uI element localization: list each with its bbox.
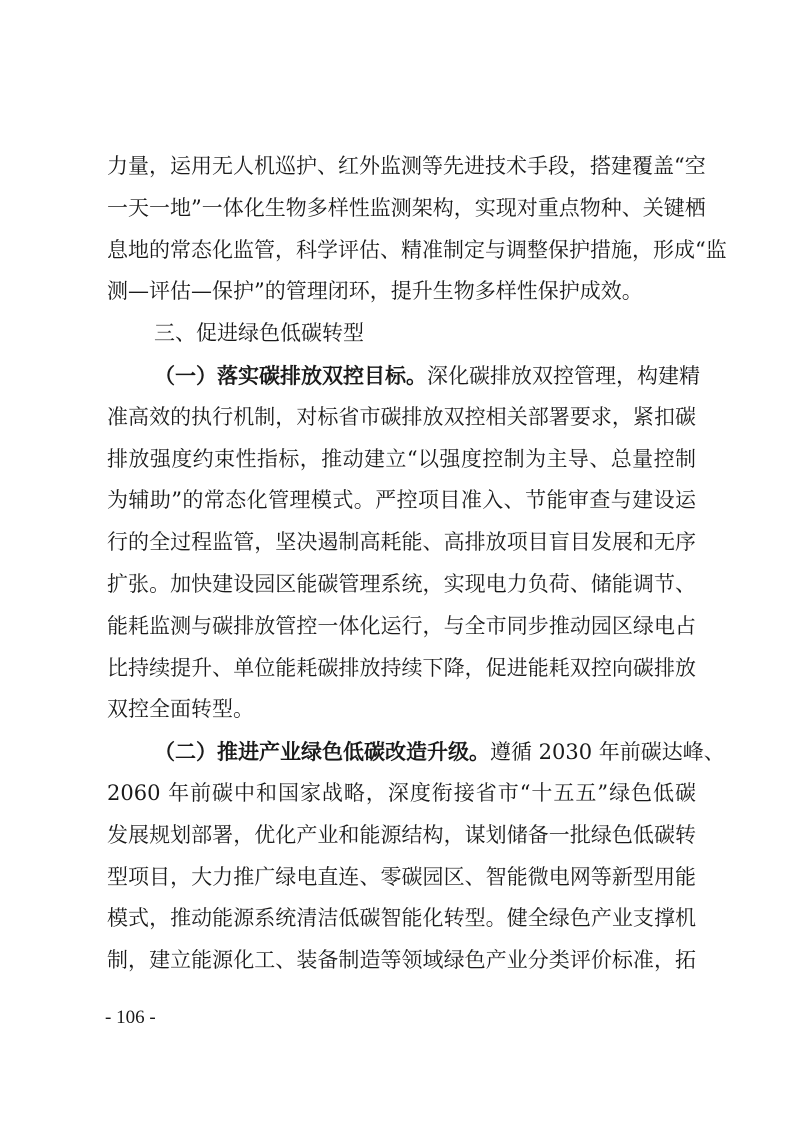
paragraph-line: 排放强度约束性指标，推动建立“以强度控制为主导、总量控制 [107,446,696,471]
paragraph-line: 模式，推动能源系统清洁低碳智能化转型。健全绿色产业支撑机 [107,906,696,931]
subsection-text: 深化碳排放双控管理，构建精 [427,363,700,388]
paragraph-line: 双控全面转型。 [107,697,254,722]
subsection-first-line [107,355,700,397]
paragraph-line: 一天一地”一体化生物多样性监测架构，实现对重点物种、关键栖 [107,195,706,220]
subsection-text: 遵循 2030 年前碳达峰、 [490,740,725,765]
subsection-title: （二）推进产业绿色低碳改造升级。 [154,739,490,765]
paragraph-line: 2060 年前碳中和国家战略，深度衔接省市“十五五”绿色低碳 [107,780,696,805]
paragraph-line: 型项目，大力推广绿电直连、零碳园区、智能微电网等新型用能 [107,864,696,889]
paragraph-line: 准高效的执行机制，对标省市碳排放双控相关部署要求，紧扣碳 [107,404,696,429]
paragraph-line: 力量，运用无人机巡护、红外监测等先进技术手段，搭建覆盖“空 [107,154,706,178]
paragraph-line: 扩张。加快建设园区能碳管理系统，实现电力负荷、储能调节、 [107,571,696,596]
paragraph-line: 行的全过程监管，坚决遏制高耗能、高排放项目盲目发展和无序 [107,530,696,555]
subsection-first-line [107,731,725,773]
section-heading: 三、促进绿色低碳转型 [154,321,364,346]
paragraph-line: 发展规划部署，优化产业和能源结构，谋划储备一批绿色低碳转 [107,822,696,847]
subsection-title: （一）落实碳排放双控目标。 [154,362,427,388]
paragraph-line: 息地的常态化监管，科学评估、精准制定与调整保护措施，形成“监 [107,237,727,262]
paragraph-line: 比持续提升、单位能耗碳排放持续下降，促进能耗双控向碳排放 [107,655,696,680]
paragraph-line: 能耗监测与碳排放管控一体化运行，与全市同步推动园区绿电占 [107,613,696,638]
paragraph-line: 测—评估—保护”的管理闭环，提升生物多样性保护成效。 [107,279,643,304]
paragraph-line: 制，建立能源化工、装备制造等领域绿色产业分类评价标准，拓 [107,948,696,973]
page-number: - 106 - [105,1007,156,1028]
body-text [107,146,727,982]
paragraph-line: 为辅助”的常态化管理模式。严控项目准入、节能审查与建设运 [107,488,696,513]
